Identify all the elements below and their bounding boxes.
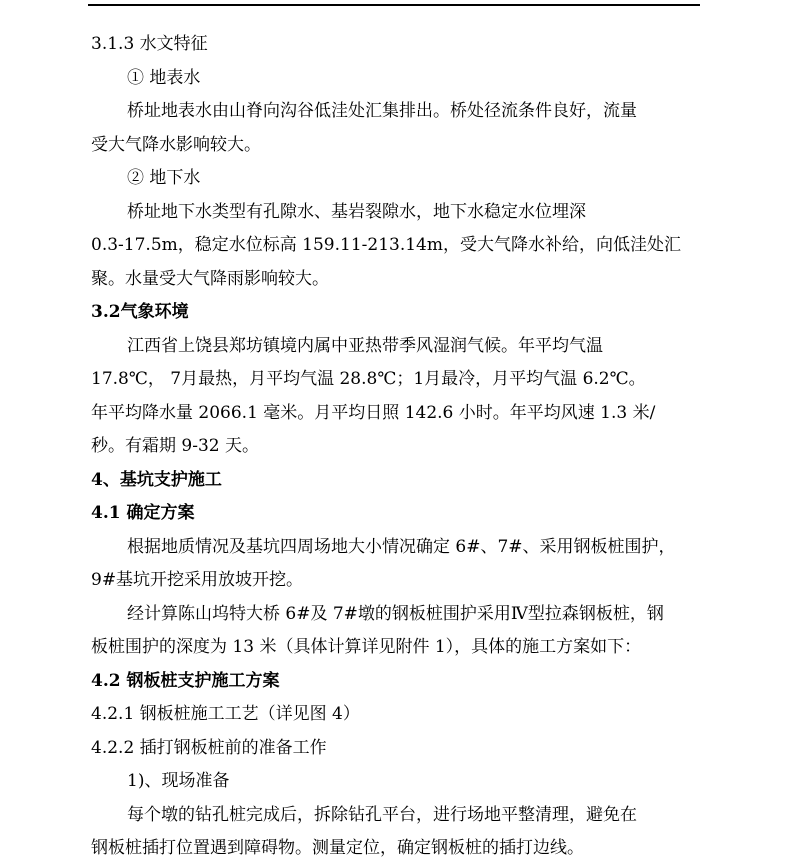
- section-heading: 4.2 钢板桩支护施工方案: [91, 670, 280, 691]
- text-line: 聚。水量受大气降雨影响较大。: [91, 268, 329, 289]
- text-line: 板桩围护的深度为 13 米（具体计算详见附件 1），具体的施工方案如下：: [91, 637, 642, 657]
- text-line: 每个墩的钻孔桩完成后，拆除钻孔平台，进行场地平整清理，避免在: [127, 804, 637, 825]
- text-line: 经计算陈山坞特大桥 6#及 7#墩的钢板桩围护采用Ⅳ型拉森钢板桩，钢: [127, 603, 664, 624]
- text-line: 江西省上饶县郑坊镇境内属中亚热带季风湿润气候。年平均气温: [127, 335, 603, 356]
- text-line: 年平均降水量 2066.1 毫米。月平均日照 142.6 小时。年平均风速 1.3 米/: [91, 402, 656, 423]
- text-line: 4.2.2 插打钢板桩前的准备工作: [91, 737, 327, 758]
- text-line: ② 地下水: [127, 168, 201, 188]
- text-line: 0.3-17.5m，稳定水位标高 159.11-213.14m，受大气降水补给，向低洼处汇: [91, 235, 681, 255]
- text-line: 1)、现场准备: [127, 771, 230, 791]
- text-line: 9#基坑开挖采用放坡开挖。: [91, 570, 304, 590]
- document-body: [91, 28, 701, 866]
- section-heading: 4、基坑支护施工: [91, 469, 222, 490]
- section-heading: 3.2气象环境: [91, 302, 189, 322]
- text-line: 受大气降水影响较大。: [91, 134, 261, 155]
- text-line: 根据地质情况及基坑四周场地大小情况确定 6#、7#、采用钢板桩围护，: [127, 536, 676, 557]
- text-line: ① 地表水: [127, 67, 201, 88]
- text-line: 桥址地表水由山脊向沟谷低洼处汇集排出。桥处径流条件良好，流量: [127, 101, 637, 121]
- section-heading: 4.1 确定方案: [91, 503, 195, 523]
- text-line: 4.2.1 钢板桩施工工艺（详见图 4）: [91, 704, 360, 724]
- text-line: 秒。有霜期 9-32 天。: [91, 436, 259, 456]
- text-line: 桥址地下水类型有孔隙水、基岩裂隙水，地下水稳定水位埋深: [127, 201, 586, 222]
- text-line: 17.8℃， 7月最热，月平均气温 28.8℃；1月最冷，月平均气温 6.2℃。: [91, 369, 646, 389]
- text-line: 钢板桩插打位置遇到障碍物。测量定位，确定钢板桩的插打边线。: [91, 838, 584, 858]
- header-rule: [88, 4, 700, 6]
- text-line: 3.1.3 水文特征: [91, 34, 208, 54]
